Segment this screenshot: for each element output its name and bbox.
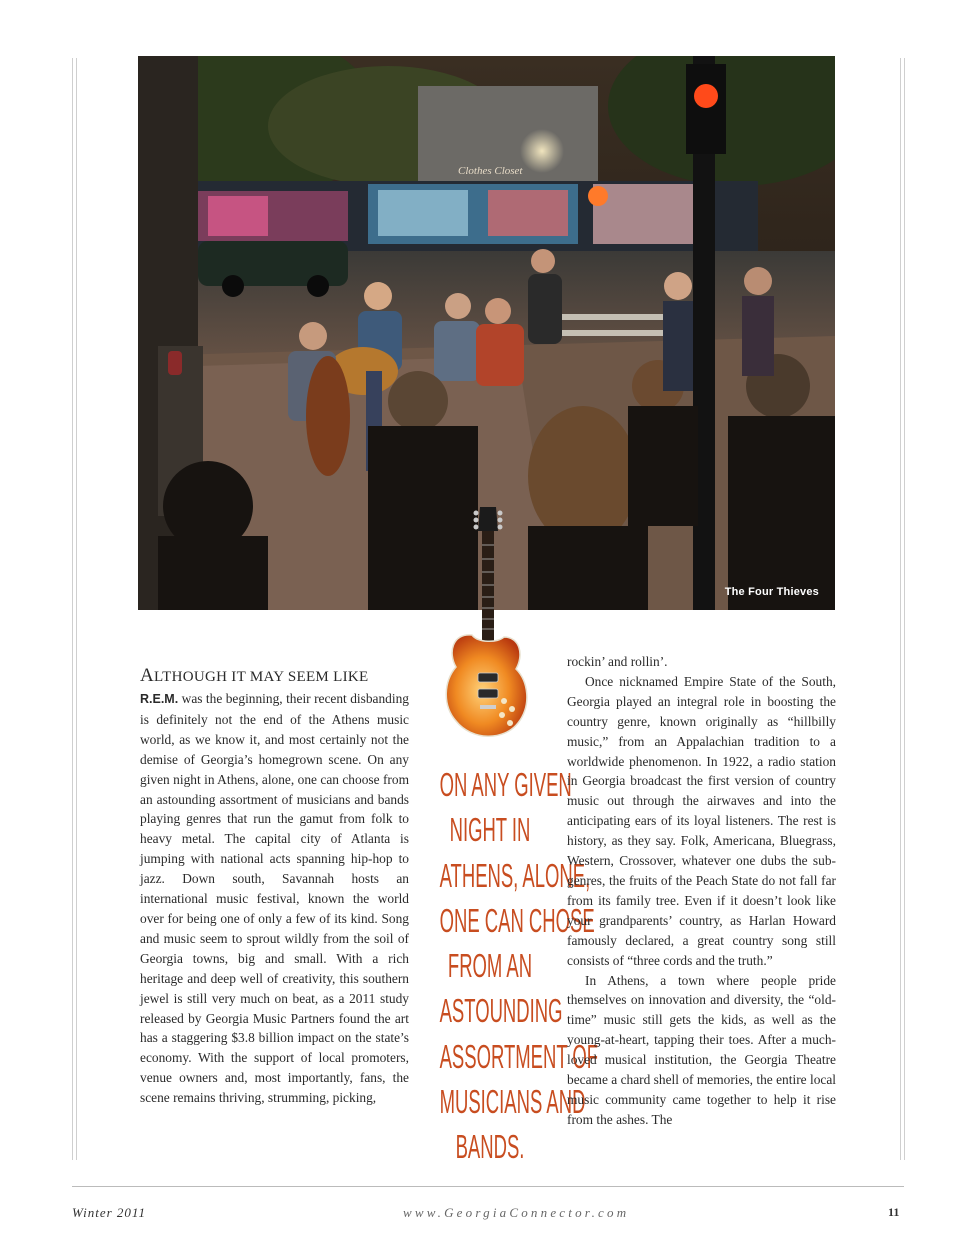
article-paragraph-country-history: Once nicknamed Empire State of the South, Georgia played an integral role in boosting the country genre, known originally as “hillbilly music,” from an Appalachian tradition to a worldwide phenomenon. In 1922, a radio station in Georgia broadcast the first version of country music out through the airwaves and into the anticipating ears of its loyal listeners. The rest is history, as they say. Folk, Americana, Bluegrass, Western, Crossover, whatever one dubs the sub-genres, the fruits of the Peach State do not fall far from its family tree. Even if it doesn’t look like your grandparents’ country, as Harlan Howard famously declared, a great country song still consists of “three cords and the truth.” (567, 673, 836, 968)
footer-issue: Winter 2011 (72, 1205, 146, 1220)
lead-in-initial: A (140, 665, 155, 686)
right-border-rule (900, 58, 901, 1160)
pull-quote-line: ASTOUNDING (439, 992, 563, 1030)
footer-rule (72, 1186, 904, 1187)
storefront-sign: Clothes Closet (458, 165, 523, 177)
pull-quote-line: ASSORTMENT OF (439, 1037, 599, 1075)
lead-in-caps (140, 665, 368, 686)
pull-quote-line: MUSICIANS AND (439, 1083, 586, 1121)
article-body-left: was the beginning, their recent disbanding is definitely not the end of the Athens music world, as we know it, and most certainly not the demise of Georgia’s homegrown scene. On any given night in Athens, alone, one can choose from an astounding assortment of musicians and bands playing genres that run the gamut from folk to heavy metal. The capital city of Atlanta is jumping with national acts spanning hip-hop to jazz. Down south, Savannah hosts an international music festival, known the world over for being one of only a few of its kind. Song and music seem to sprout wildly from the soil of Georgia towns, big and small. With a rich heritage and deep well of creativity, this southern jewel is still very much on beat, as a 2011 study released by Georgia Music Partners found the art has a staggering $3.8 billion impact on the state’s economy. With the support of local promoters, venue owners and, most importantly, fans, the scene remains thriving, strumming, picking, (140, 691, 409, 1106)
lead-in-text (140, 665, 368, 686)
right-border-rule-outer (904, 58, 905, 1160)
pull-quote-line: ON ANY GIVEN (439, 766, 572, 803)
article-paragraph-continuation: rockin’ and rollin’. (567, 654, 668, 669)
pull-quote-line: FROM AN (447, 947, 533, 985)
left-border-rule (72, 58, 73, 1160)
pull-quote-line: ONE CAN CHOSE (439, 901, 595, 939)
pull-quote-line: NIGHT IN (449, 811, 531, 849)
pull-quote (400, 762, 599, 1166)
article-column-right (567, 652, 836, 1130)
footer-website-link[interactable]: www.GeorgiaConnector.com (403, 1205, 630, 1220)
article-paragraph-athens: In Athens, a town where people pride themselves on innovation and diversity, the “old-time” music still gets the kids, as well as the young-at-heart, tapping their toes. After a much-loved musical institution, the Georgia Theatre became a chard shell of memories, the entire local music community came together to help it rise from the ashes. The (567, 972, 836, 1127)
photo-caption: The Four Thieves (724, 586, 819, 598)
lead-in-rest: LTHOUGH IT MAY SEEM LIKE (154, 669, 369, 685)
electric-guitar-illustration (442, 505, 532, 745)
band-name-rem: R.E.M. (140, 692, 179, 706)
pull-quote-line: BANDS. (455, 1128, 525, 1166)
page-number: 11 (888, 1205, 900, 1219)
article-column-left (140, 664, 409, 1108)
pull-quote-line: ATHENS, ALONE, (439, 856, 591, 894)
left-border-rule-inner (76, 58, 77, 1160)
